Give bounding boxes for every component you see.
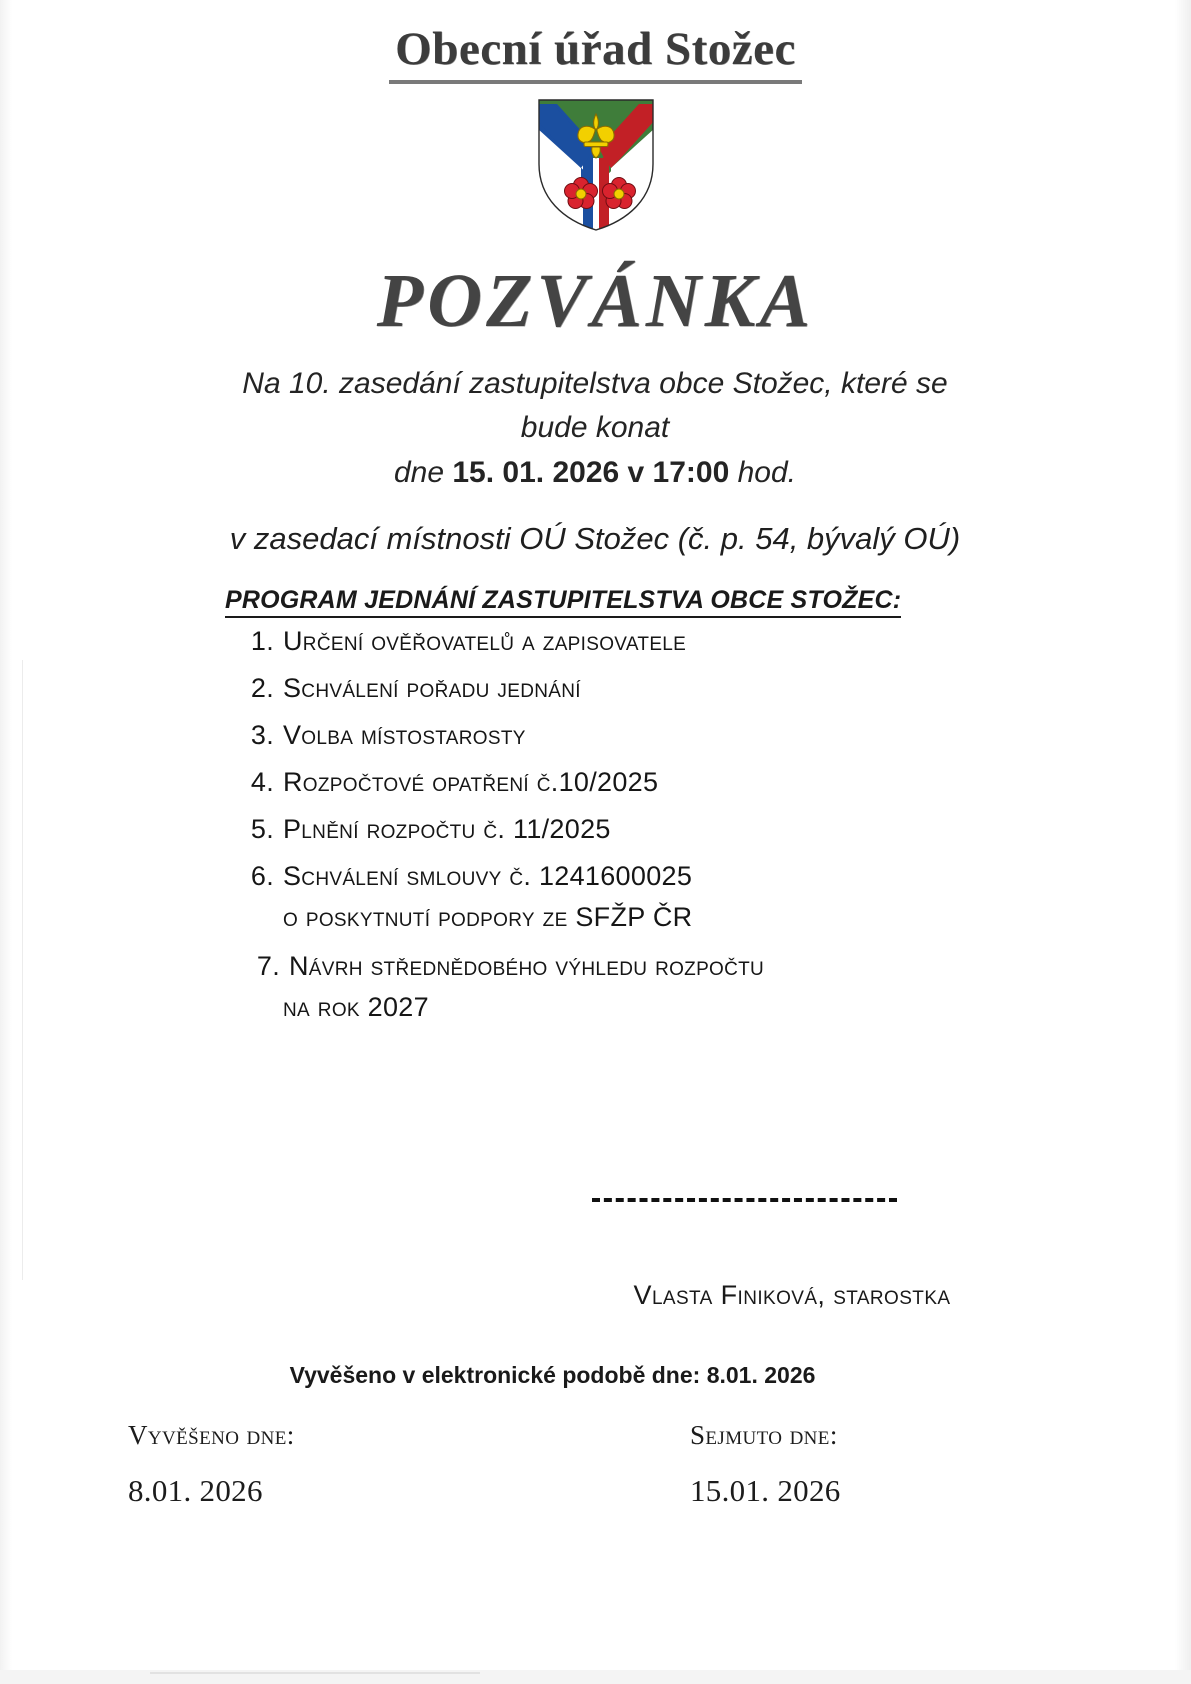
agenda-item: [236, 953, 996, 980]
posted-date-value: 8.01. 2026: [128, 1473, 263, 1508]
agenda-item-subtext: o poskytnutí podpory ze SFŽP ČR: [283, 902, 693, 932]
agenda-item-subtext: na rok 2027: [283, 992, 429, 1022]
signature-line: [592, 1198, 897, 1202]
agenda-item-text: Určení ověřovatelů a zapisovatele: [283, 626, 687, 656]
agenda-item-number: 4.: [250, 767, 274, 797]
agenda-item: [236, 816, 996, 843]
invitation-intro: [120, 362, 1070, 495]
agenda-item-text: Plnění rozpočtu č. 11/2025: [283, 814, 611, 844]
date-suffix: hod.: [729, 456, 797, 489]
intro-line-2: bude konat: [520, 410, 670, 444]
removed-date-block: [690, 1420, 841, 1509]
agenda-item: [236, 628, 996, 655]
agenda-item-text: Schválení pořadu jednání: [283, 673, 581, 703]
posted-date-label: Vyvěšeno dne:: [128, 1420, 295, 1450]
meeting-venue: v zasedací místnosti OÚ Stožec (č. p. 54, bývalý OÚ): [229, 521, 961, 556]
agenda-item-number: 5.: [250, 814, 274, 844]
office-header: [0, 22, 1191, 84]
agenda-item-number: 2.: [250, 673, 274, 703]
agenda-item-number: 6.: [250, 861, 274, 891]
date-value: 15. 01. 2026 v 17:00: [452, 456, 730, 489]
agenda-item-text: Návrh střednědobého výhledu rozpočtu: [289, 951, 765, 981]
agenda-item: [236, 675, 996, 702]
coat-of-arms-container: [0, 98, 1191, 237]
agenda-item: [236, 769, 996, 796]
agenda-item-number: 7.: [256, 951, 280, 981]
intro-line-1: Na 10. zasedání zastupitelstva obce Stožec, které se: [242, 367, 948, 400]
agenda-item-number: 1.: [250, 626, 274, 656]
scan-artifact-bottom-line: [150, 1672, 480, 1674]
agenda-item-text: Rozpočtové opatření č.10/2025: [283, 767, 659, 797]
agenda-item-text: Volba místostarosty: [283, 720, 526, 750]
scan-artifact-line: [22, 660, 23, 1280]
removed-date-value: 15.01. 2026: [690, 1473, 841, 1508]
office-title: Obecní úřad Stožec: [389, 22, 802, 84]
meeting-datetime: [120, 451, 1070, 495]
agenda-item-text: Schválení smlouvy č. 1241600025: [283, 861, 693, 891]
page-title: POZVÁNKA: [376, 259, 815, 343]
agenda-item-number: 3.: [250, 720, 274, 750]
agenda-item: [236, 722, 996, 749]
date-prefix: dne: [393, 456, 453, 489]
agenda-item: [236, 863, 996, 890]
program-heading: PROGRAM JEDNÁNÍ ZASTUPITELSTVA OBCE STOŽEC:: [225, 586, 901, 618]
posted-electronically-note: Vyvěšeno v elektronické podobě dne: 8.01. 2026: [289, 1362, 816, 1388]
removed-date-label: Sejmuto dne:: [690, 1420, 838, 1450]
posted-date-block: [128, 1420, 295, 1509]
signatory-name: Vlasta Finiková, starostka: [633, 1280, 951, 1310]
posting-dates-row: [0, 1420, 1191, 1550]
agenda-list: [236, 628, 996, 1043]
coat-of-arms-icon: [537, 98, 655, 232]
